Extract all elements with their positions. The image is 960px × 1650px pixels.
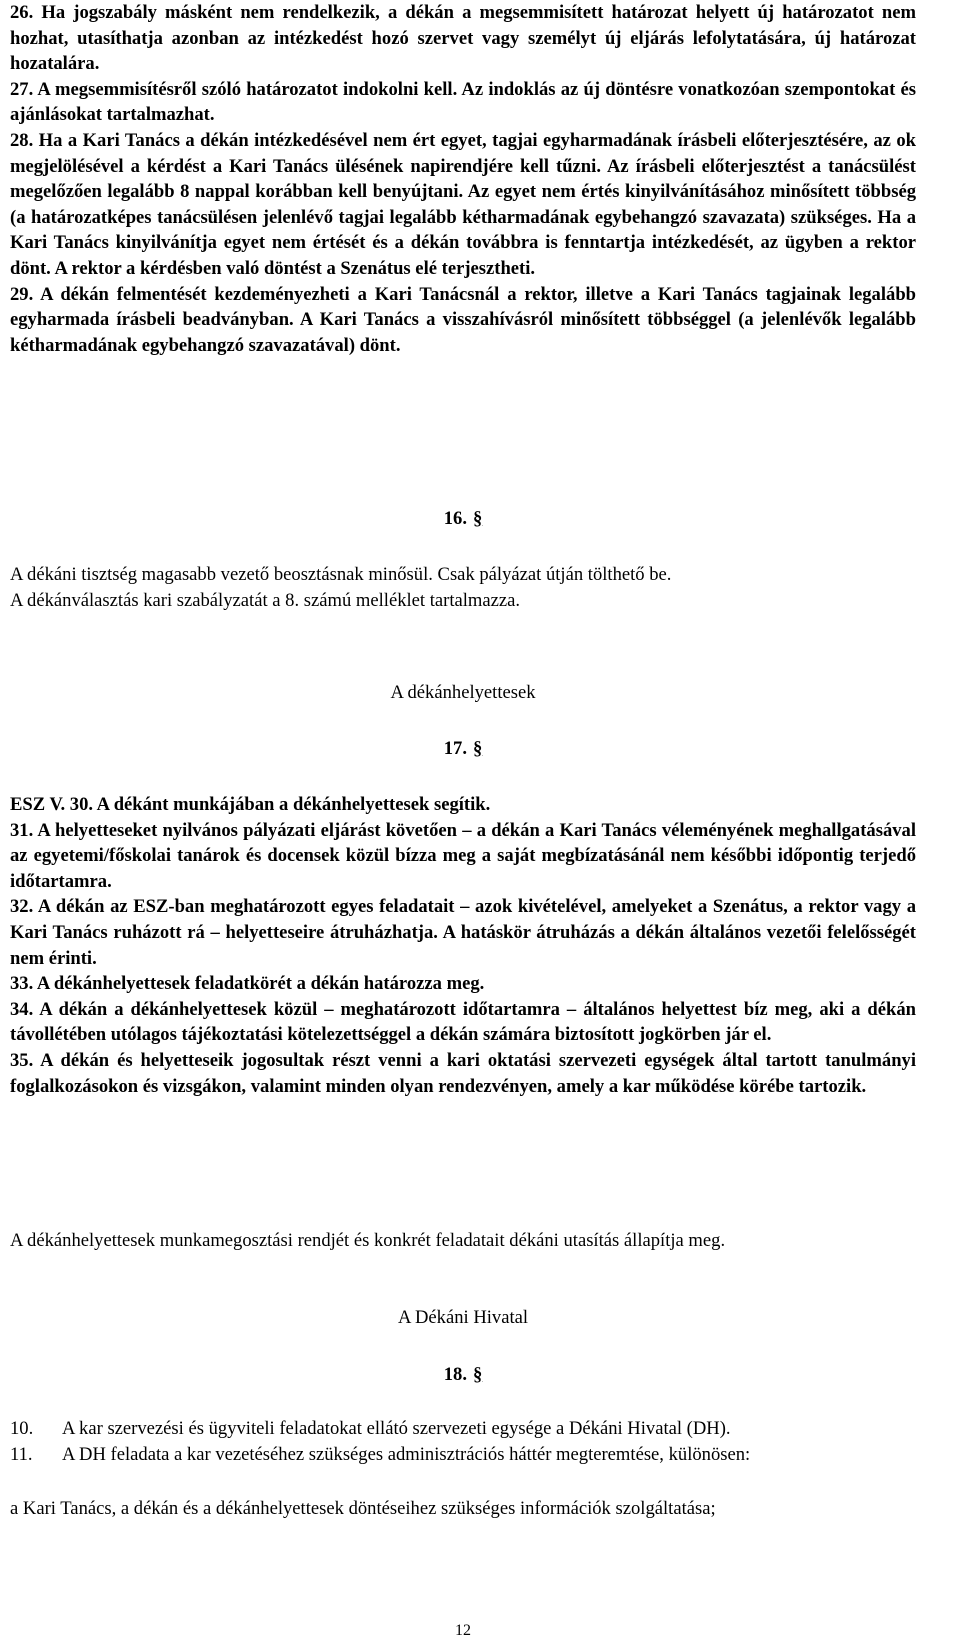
section-17-heading: [10, 738, 916, 760]
section-16-heading: [10, 508, 916, 530]
page-number: 12: [455, 1622, 471, 1639]
paragraph-29: 29. A dékán felmentését kezdeményezheti a Kari Tanácsnál a rektor, illetve a Kari Tanács tagjainak legalább egyharmada írásbeli beadványban. A Kari Tanács a visszahívásról minősített többséggel (a jelenlévők legalább kétharmadának egybehangzó szavazatával) dönt.: [10, 283, 916, 356]
dekanhelyettes-closing-text: A dékánhelyettesek munkamegosztási rendjét és konkrét feladatait dékáni utasítás állapítja meg.: [10, 1230, 726, 1251]
heading-dekani-hivatal: A Dékáni Hivatal: [397, 1307, 529, 1328]
list-item-text: A DH feladata a kar vezetéséhez szükséges adminisztrációs háttér megteremtése, különösen:: [62, 1444, 751, 1465]
section-number: 17.: [443, 738, 467, 759]
section-number: 16.: [443, 508, 467, 529]
section-16-line-2: A dékánválasztás kari szabályzatát a 8. számú melléklet tartalmazza.: [10, 589, 521, 611]
list-item: [10, 1442, 916, 1468]
paragraph-26: 26. Ha jogszabály másként nem rendelkezik, a dékán a megsemmisített határozat helyett új határozatot nem hozhat, utasíthatja azonban az intézkedést hozó szervet vagy személyt új eljárás lefolytatására, új határozat hozatalára.: [10, 2, 916, 75]
section-sign: §: [472, 508, 483, 529]
paragraph-27: 27. A megsemmisítésről szóló határozatot indokolni kell. Az indoklás az új döntésre vonatkozóan szempontokat és ajánlásokat tartalmazhat.: [10, 78, 916, 126]
paragraph-33: 33. A dékánhelyettesek feladatkörét a dékán határozza meg.: [10, 973, 485, 995]
paragraph-28: 28. Ha a Kari Tanács a dékán intézkedésével nem ért egyet, tagjai egyharmadának írásbeli előterjesztésére, az ok megjelölésével a kérdést a Kari Tanács ülésének napirendjére kell tűzni. Az írásbeli előterjesztést a tanácsülést megelőzően legalább 8 nappal korábban kell benyújtani. Az egyet nem értés kinyilvánításához minősített többség (a határozatképes tanácsülésen jelenlévő tagjai legalább kétharmadának egybehangzó szavazata) szükséges. Ha a Kari Tanács kinyilvánítja egyet nem értését és a dékán továbbra is fenntartja intézkedését, az ügyben a rektor dönt. A rektor a kérdésben való döntést a Szenátus elé terjesztheti.: [10, 129, 916, 279]
section-17-body: [10, 792, 916, 1099]
list-item-text: A kar szervezési és ügyviteli feladatokat ellátó szervezeti egysége a Dékáni Hivatal (DH).: [62, 1418, 731, 1439]
heading-dekanhelyettesek: A dékánhelyettesek: [390, 682, 536, 703]
section-16-body: [10, 562, 916, 613]
top-paragraph-block: [10, 0, 916, 358]
paragraph-34: 34. A dékán a dékánhelyettesek közül – meghatározott időtartamra – általános helyettest bíz meg, aki a dékán távollétében utólagos tájékoztatási kötelezettséggel a dékán számára biztosított jogkörben jár el.: [10, 998, 916, 1046]
section-16-line-1: A dékáni tisztség magasabb vezető beosztásnak minősül. Csak pályázat útján tölthető be.: [10, 564, 672, 585]
paragraph-32: 32. A dékán az ESZ-ban meghatározott egyes feladatait – azok kivételével, amelyeket a Szenátus, a rektor vagy a Kari Tanács ruházott rá – helyetteseire átruházhatja. A hatáskör átruházás a dékán általános vezetői felelősségét nem érinti.: [10, 896, 916, 969]
section-18-heading: [10, 1364, 916, 1386]
section-sign: §: [472, 738, 483, 759]
list-item-number: 10.: [10, 1418, 34, 1439]
document-page: [10, 0, 916, 1650]
list-item-number: 11.: [10, 1444, 33, 1465]
list-item: [10, 1416, 916, 1442]
section-sign: §: [472, 1364, 483, 1385]
section-18-last-line: a Kari Tanács, a dékán és a dékánhelyettesek döntéseihez szükséges információk szolgáltatása;: [10, 1498, 716, 1519]
paragraph-31: 31. A helyetteseket nyilvános pályázati eljárást követően – a dékán a Kari Tanács véleményének meghallgatásával az egyetemi/főskolai tanárok és docensek közül bízza meg a saját megbízatásánál nem későbbi időpontig terjedő időtartamra.: [10, 819, 916, 892]
esz-reference: ESZ V. 30. A dékánt munkájában a dékánhelyettesek segítik.: [10, 794, 491, 815]
section-number: 18.: [443, 1364, 467, 1385]
paragraph-35: 35. A dékán és helyetteseik jogosultak részt venni a kari oktatási szervezeti egységek által tartott tanulmányi foglalkozásokon és vizsgákon, valamint minden olyan rendezvényen, amely a kar működése körébe tartozik.: [10, 1049, 916, 1097]
